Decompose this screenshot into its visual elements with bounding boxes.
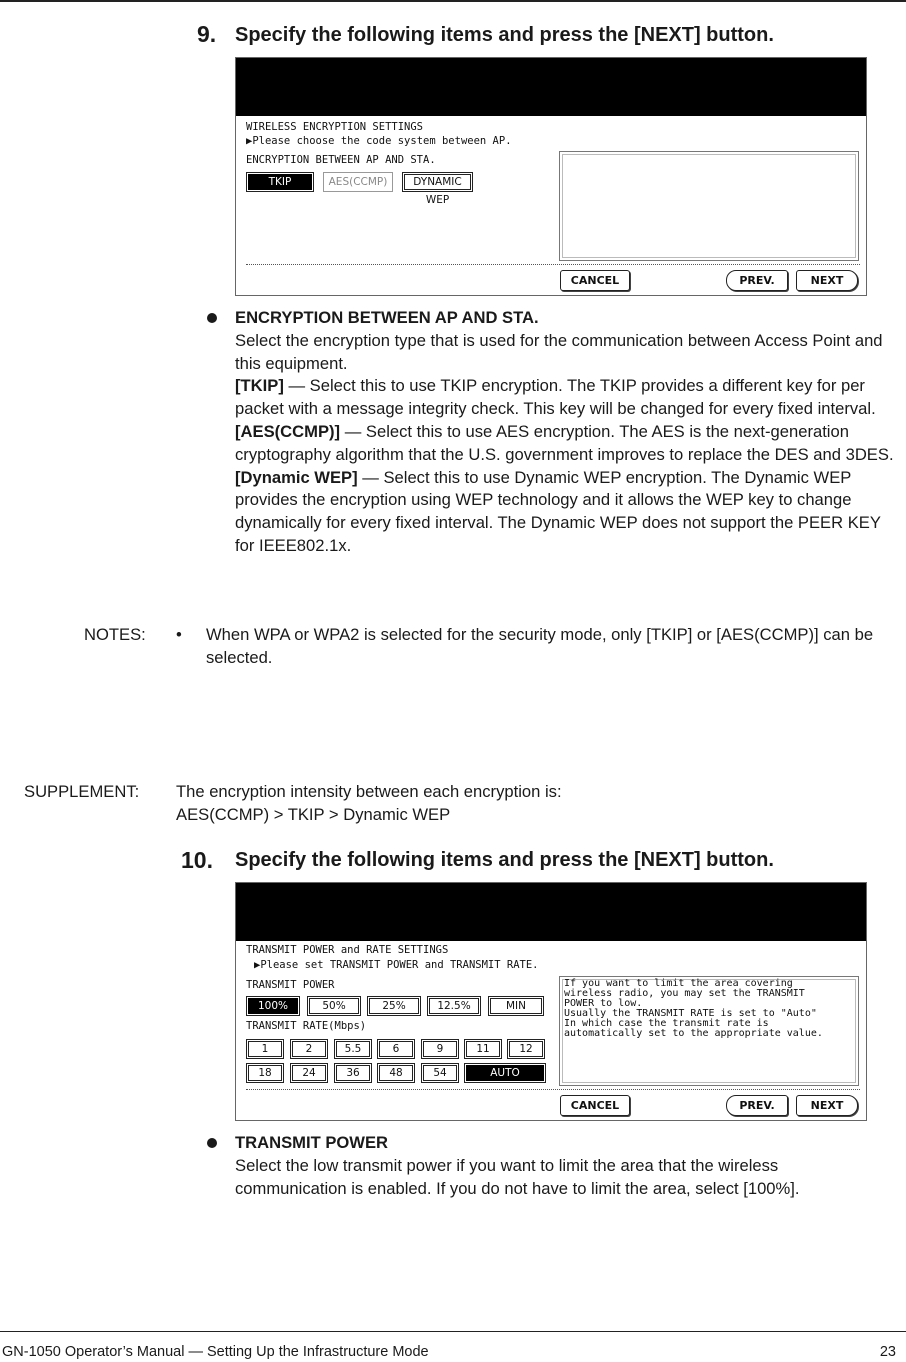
page-number: 23 xyxy=(879,1344,896,1360)
supplement-line-2: AES(CCMP) > TKIP > Dynamic WEP xyxy=(176,804,451,824)
aes-desc: — Select this to use AES encryption. The AES is the next-generation cryptography algorithm that the U.S. government improves to replace the DES and 3DES. xyxy=(235,421,894,464)
transmit-power-description xyxy=(235,1132,885,1200)
rate-48-button[interactable]: 48 xyxy=(377,1063,415,1083)
prompt-arrow-icon: ▶ xyxy=(254,959,261,971)
rate-5-5-button[interactable]: 5.5 xyxy=(334,1039,372,1059)
dynamic-wep-description xyxy=(235,467,897,558)
rate-18-button[interactable]: 18 xyxy=(246,1063,284,1083)
step-10-number: 10. xyxy=(181,847,213,873)
supplement-text xyxy=(176,781,876,827)
step-9-title: Specify the following items and press the [NEXT] button. xyxy=(235,24,774,46)
rate-1-button[interactable]: 1 xyxy=(246,1039,284,1059)
rate-12-button[interactable]: 12 xyxy=(507,1039,545,1059)
rate-36-button[interactable]: 36 xyxy=(334,1063,372,1083)
tkip-description xyxy=(235,375,897,421)
supplement-line-1: The encryption intensity between each encryption is: xyxy=(176,782,562,801)
screen-divider xyxy=(246,1089,860,1090)
encryption-intro: Select the encryption type that is used for the communication between Access Point and this equipment. xyxy=(235,330,883,373)
prev-button[interactable]: PREV. xyxy=(726,270,788,291)
aes-description xyxy=(235,421,897,467)
notes-text: When WPA or WPA2 is selected for the security mode, only [TKIP] or [AES(CCMP)] can be selected. xyxy=(206,625,874,667)
screen-heading: WIRELESS ENCRYPTION SETTINGS xyxy=(246,121,424,133)
info-line-3: POWER to low. xyxy=(564,998,643,1009)
power-12-5-button[interactable]: 12.5% xyxy=(427,996,481,1016)
step-10-title: Specify the following items and press the [NEXT] button. xyxy=(235,849,774,871)
prompt-arrow-icon: ▶ xyxy=(246,135,253,147)
rate-6-button[interactable]: 6 xyxy=(377,1039,415,1059)
transmit-rate-label: TRANSMIT RATE(Mbps) xyxy=(246,1020,367,1032)
transmit-power-bullet-title: TRANSMIT POWER xyxy=(235,1133,389,1152)
power-100-button[interactable]: 100% xyxy=(246,996,300,1016)
rate-2-button[interactable]: 2 xyxy=(290,1039,328,1059)
power-25-button[interactable]: 25% xyxy=(367,996,421,1016)
info-line-4: Usually the TRANSMIT RATE is set to "Auto" xyxy=(564,1008,817,1019)
tkip-button[interactable]: TKIP xyxy=(246,172,314,192)
transmit-power-text: Select the low transmit power if you want to limit the area that the wireless communication is enabled. If you do not have to limit the area, select [100%]. xyxy=(235,1155,800,1198)
aes-ccmp-button[interactable]: AES(CCMP) xyxy=(323,172,393,192)
rate-24-button[interactable]: 24 xyxy=(290,1063,328,1083)
next-button[interactable]: NEXT xyxy=(796,270,858,291)
info-line-5: In which case the transmit rate is xyxy=(564,1018,769,1029)
step-9-number: 9. xyxy=(197,21,217,47)
power-min-button[interactable]: MIN xyxy=(488,996,544,1016)
encryption-description xyxy=(235,307,897,558)
encryption-section-label: ENCRYPTION BETWEEN AP AND STA. xyxy=(246,154,436,166)
screen-prompt-text: Please choose the code system between AP. xyxy=(252,135,512,147)
rate-auto-button[interactable]: AUTO xyxy=(464,1063,546,1083)
footer-rule xyxy=(0,1331,906,1332)
prev-button[interactable]: PREV. xyxy=(726,1095,788,1116)
info-line-1: If you want to limit the area covering xyxy=(564,978,793,989)
screen-prompt-text: Please set TRANSMIT POWER and TRANSMIT RATE. xyxy=(260,959,539,971)
encryption-settings-screen xyxy=(235,57,867,296)
transmit-info-box xyxy=(559,976,859,1086)
notes-bullet: • xyxy=(176,625,182,644)
step-10-heading xyxy=(0,830,906,880)
supplement-label: SUPPLEMENT: xyxy=(24,782,140,801)
dynamic-wep-desc: — Select this to use Dynamic WEP encryption. The Dynamic WEP provides the encryption using WEP technology and it allows the WEP key to change dynamically for every fixed interval. The Dynamic WEP does not support the PEER KEY for IEEE802.1x. xyxy=(235,467,881,555)
tkip-term: [TKIP] xyxy=(235,376,284,396)
tkip-desc: — Select this to use TKIP encryption. The TKIP provides a different key for per packet with a message integrity check. This key will be changed for every fixed interval. xyxy=(235,376,876,419)
notes-label: NOTES: xyxy=(84,625,146,644)
footer-title: GN-1050 Operator’s Manual — Setting Up the Infrastructure Mode xyxy=(2,1344,429,1360)
encryption-info-box xyxy=(559,151,859,261)
power-50-button[interactable]: 50% xyxy=(307,996,361,1016)
rate-11-button[interactable]: 11 xyxy=(464,1039,502,1059)
info-line-2: wireless radio, you may set the TRANSMIT xyxy=(564,988,805,999)
bullet-encryption xyxy=(207,313,217,323)
screen-prompt xyxy=(254,959,538,971)
aes-term: [AES(CCMP)] xyxy=(235,421,341,441)
transmit-power-label: TRANSMIT POWER xyxy=(246,979,335,991)
bullet-transmit-power xyxy=(207,1138,217,1148)
cancel-button[interactable]: CANCEL xyxy=(560,1095,630,1116)
dynamic-wep-button[interactable]: DYNAMIC WEP xyxy=(402,172,473,192)
screen-title-bar xyxy=(236,883,866,941)
encryption-bullet-title: ENCRYPTION BETWEEN AP AND STA. xyxy=(235,308,539,327)
cancel-button[interactable]: CANCEL xyxy=(560,270,630,291)
info-line-6: automatically set to the appropriate value. xyxy=(564,1028,823,1039)
screen-heading: TRANSMIT POWER and RATE SETTINGS xyxy=(246,944,449,956)
step-9-heading xyxy=(0,0,906,50)
rate-9-button[interactable]: 9 xyxy=(421,1039,459,1059)
screen-prompt xyxy=(246,135,512,147)
screen-divider xyxy=(246,264,860,265)
rate-54-button[interactable]: 54 xyxy=(421,1063,459,1083)
dynamic-wep-term: [Dynamic WEP] xyxy=(235,467,358,487)
transmit-settings-screen xyxy=(235,882,867,1121)
next-button[interactable]: NEXT xyxy=(796,1095,858,1116)
screen-title-bar xyxy=(236,58,866,116)
